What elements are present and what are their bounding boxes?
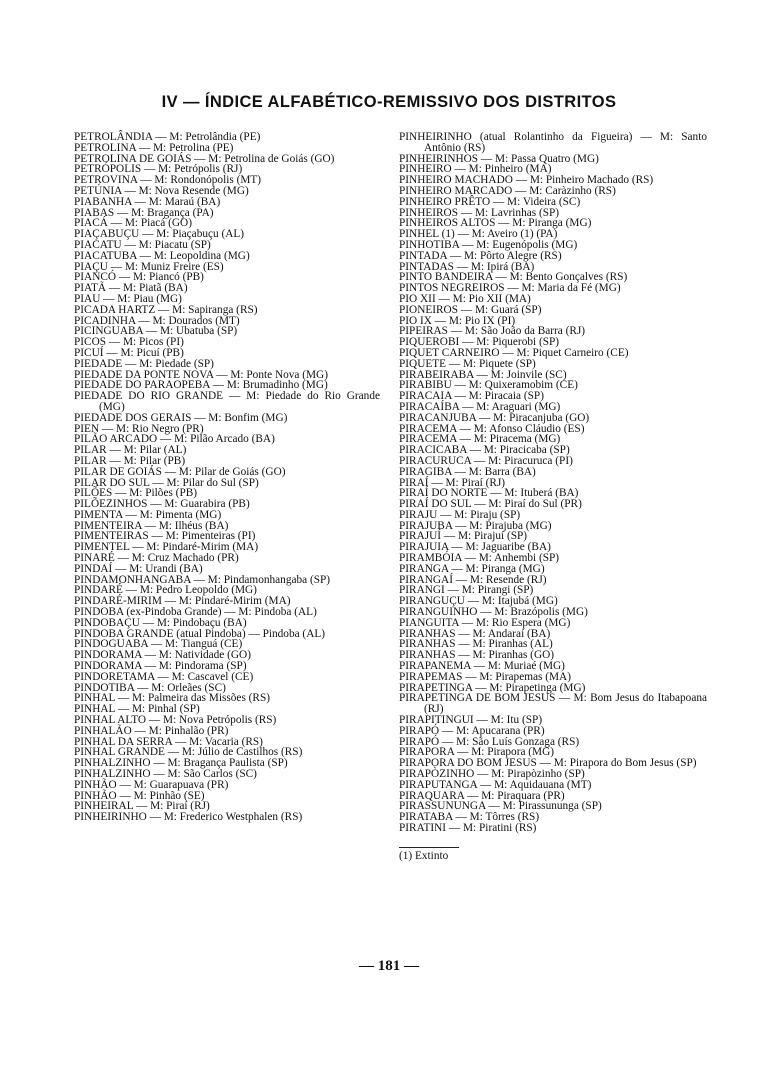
index-entry: PIRACEMA — M: Afonso Cláudio (ES) — [399, 422, 585, 435]
index-entry: PINHEIRINHO (atual Rolantinho da Figueira) — M: Santo Antônio (RS) — [399, 131, 707, 154]
index-entry: PIRACAIA — M: Piracaia (SP) — [399, 390, 544, 403]
index-entry: PINDARÉ — M: Pedro Leopoldo (MG) — [74, 584, 257, 597]
index-entry: PINARÉ — M: Cruz Machado (PR) — [74, 552, 239, 565]
index-entry: PIRASSUNUNGA — M: Pirassununga (SP) — [399, 800, 602, 813]
index-entry: PIRANHAS — M: Andaraí (BA) — [399, 627, 551, 640]
index-entry: PINHEIRAL — M: Piraí (RJ) — [74, 800, 210, 813]
index-entry: PIRAQUARA — M: Piraquara (PR) — [399, 789, 565, 802]
index-entry: PIMENTEIRA — M: Ilhéus (BA) — [74, 519, 229, 532]
index-entry: PINHEIRINHO — M: Frederico Westphalen (RS) — [74, 811, 303, 824]
index-entry: PIEDADE DOS GERAIS — M: Bonfim (MG) — [74, 411, 288, 424]
index-entry: PICUÍ — M: Picuí (PB) — [74, 346, 184, 359]
index-entry: PIRACEMA — M: Piracema (MG) — [399, 433, 561, 446]
index-entry: PIRAPEMAS — M: Pirapemas (MA) — [399, 670, 571, 683]
index-entry: PIRAJU — M: Piraju (SP) — [399, 508, 521, 521]
index-entry: PINTOS NEGREIROS — M: Maria da Fé (MG) — [399, 282, 621, 295]
index-entry: PETÚNIA — M: Nova Resende (MG) — [74, 184, 249, 197]
index-entry: PIACÁ — M: Piacá (GO) — [74, 217, 192, 230]
index-entry: PINHEIROS ALTOS — M: Piranga (MG) — [399, 217, 592, 230]
index-entry: PIRACICABA — M: Piracicaba (SP) — [399, 444, 570, 457]
index-entry: PIQUETE — M: Piquete (SP) — [399, 357, 536, 370]
index-entry: PINTADA — M: Pôrto Alegre (RS) — [399, 249, 562, 262]
index-entry: PILÕES — M: Pilões (PB) — [74, 487, 198, 500]
index-entry: PINDOBA (ex-Pindoba Grande) — M: Pindoba (AL) — [74, 606, 317, 619]
index-entry: PIMENTEIRAS — M: Pimenteiras (PI) — [74, 530, 256, 543]
index-entry: PETROVINA — M: Rondonópolis (MT) — [74, 174, 262, 187]
index-entry: PIRACANJUBA — M: Piracanjuba (GO) — [399, 411, 590, 424]
index-entry: PINDORAMA — M: Natividade (GO) — [74, 649, 251, 662]
index-entry: PIRANGI — M: Pirangi (SP) — [399, 584, 534, 597]
index-entry: PIRABIBU — M: Quixeramobim (CE) — [399, 379, 578, 392]
index-entry: PIRATINI — M: Piratini (RS) — [399, 822, 537, 834]
index-entry: PIEDADE DA PONTE NOVA — M: Ponte Nova (MG) — [74, 368, 328, 381]
index-entry: PIRAPORA DO BOM JESUS — M: Pirapora do Bom Jesus (SP) — [399, 757, 697, 770]
index-entry: PIRAPÓ — M: São Luís Gonzaga (RS) — [399, 735, 580, 748]
index-entry: PIRABEIRABA — M: Joinvile (SC) — [399, 368, 567, 381]
index-entry: PIRAPUTANGA — M: Aquidauana (MT) — [399, 778, 592, 791]
page-number: — 181 — — [359, 958, 419, 974]
index-entry: PINDAMONHANGABA — M: Pindamonhangaba (SP) — [74, 573, 331, 586]
index-entry: PIRAGIBA — M: Barra (BA) — [399, 465, 536, 478]
index-entry: PIEDADE DO PARAOPEBA — M: Brumadinho (MG) — [74, 379, 328, 392]
index-entry: PIPEIRAS — M: São João da Barra (RJ) — [399, 325, 586, 338]
index-entry: PIRAÍ DO NORTE — M: Ituberá (BA) — [399, 487, 579, 500]
index-entry: PIRACAÍBA — M: Araguari (MG) — [399, 400, 561, 413]
index-entry: PIRAPORA — M: Pirapora (MG) — [399, 746, 555, 759]
index-entry: PIRAPANEMA — M: Muriaé (MG) — [399, 660, 565, 673]
index-entry: PINHÃO — M: Guarapuava (PR) — [74, 778, 229, 791]
index-entry: PIRAPÒZINHO — M: Pirapòzinho (SP) — [399, 768, 585, 781]
index-entry: PINHÃO — M: Pinhão (SE) — [74, 789, 205, 802]
index-entry: PINDOTIBA — M: Orleães (SC) — [74, 681, 226, 694]
index-entry: PIEDADE — M: Piedade (SP) — [74, 357, 214, 370]
index-entry: PIABAS — M: Bragança (PA) — [74, 206, 214, 219]
index-entry: PILAR DO SUL — M: Pilar do Sul (SP) — [74, 476, 259, 489]
index-entry: PINHEIRINHOS — M: Passa Quatro (MG) — [399, 152, 599, 165]
right-column — [399, 132, 707, 862]
index-entry: PINHEIRO PRÊTO — M: Videira (SC) — [399, 195, 581, 208]
index-entry: PINDAÍ — M: Urandi (BA) — [74, 562, 203, 575]
index-entry: PILÃO ARCADO — M: Pilão Arcado (BA) — [74, 433, 275, 446]
index-entry: PIRAPETINGA — M: Pirapetinga (MG) — [399, 681, 586, 694]
index-entry: PIACATUBA — M: Leopoldina (MG) — [74, 249, 250, 262]
index-entry: PILAR — M: Pilar (PB) — [74, 454, 186, 467]
index-entry: PIRANGAÍ — M: Resende (RJ) — [399, 573, 547, 586]
index-entry: PIRAJUIA — M: Jaguaribe (BA) — [399, 541, 551, 554]
index-entry: PINTADAS — M: Ipirá (BA) — [399, 260, 535, 273]
index-entry: PIAU — M: Piau (MG) — [74, 292, 182, 305]
index-entry: PINDORETAMA — M: Cascavel (CE) — [74, 670, 254, 683]
index-entry: PIO IX — M: Pio IX (PI) — [399, 314, 516, 327]
index-entry: PINHEIRO MACHADO — M: Pinheiro Machado (RS) — [399, 174, 654, 187]
footnote-divider — [399, 847, 459, 848]
index-entry: PETROLÂNDIA — M: Petrolândia (PE) — [74, 131, 261, 143]
index-entry: PIRAJUÍ — M: Pirajuí (SP) — [399, 530, 528, 543]
index-entry: PIMENTA — M: Pimenta (MG) — [74, 508, 222, 521]
index-entry: PINHAL — M: Palmeira das Missões (RS) — [74, 692, 271, 705]
index-entry: PETROLINA DE GOIÁS — M: Petrolina de Goiás (GO) — [74, 152, 335, 165]
index-entry: PIATÃ — M: Piatã (BA) — [74, 282, 188, 295]
index-entry: PIRAJUBA — M: Pirajuba (MG) — [399, 519, 552, 532]
index-entry: PIRANHAS — M: Piranhas (AL) — [399, 638, 553, 651]
index-entry: PINDOBAÇU — M: Pindobaçu (BA) — [74, 616, 247, 629]
index-entry: PIRAÍ — M: Piraí (RJ) — [399, 476, 506, 489]
index-entry: PIRAPÓ — M: Apucarana (PR) — [399, 724, 545, 737]
index-entry: PIRAPETINGA DE BOM JESUS — M: Bom Jesus do Itabapoana (RJ) — [399, 692, 707, 716]
index-entry: PIEN — M: Rio Negro (PR) — [74, 422, 204, 435]
index-entry: PIABANHA — M: Maraú (BA) — [74, 195, 221, 208]
index-entry: PIQUET CARNEIRO — M: Piquet Carneiro (CE) — [399, 346, 629, 359]
index-entry: PICADINHA — M: Dourados (MT) — [74, 314, 240, 327]
index-entry: PIMENTEL — M: Pindaré-Mirim (MA) — [74, 541, 259, 554]
index-entry: PINDORAMA — M: Pindorama (SP) — [74, 660, 247, 673]
index-entry: PIEDADE DO RIO GRANDE — M: Piedade do Rio Grande (MG) — [74, 390, 380, 413]
footnote: (1) Extinto — [399, 849, 449, 862]
index-entry: PINHEL (1) — M: Aveiro (1) (PA) — [399, 228, 558, 241]
index-entry: PIANGUITA — M: Rio Espera (MG) — [399, 616, 571, 629]
index-entry: PINHAL ALTO — M: Nova Petrópolis (RS) — [74, 714, 277, 727]
index-entry: PINHALZINHO — M: Bragança Paulista (SP) — [74, 757, 288, 770]
index-entry: PINHAL — M: Pinhal (SP) — [74, 703, 200, 716]
index-entry: PETROLINA — M: Petrolina (PE) — [74, 141, 234, 154]
index-entry: PINHEIRO MARCADO — M: Caràzinho (RS) — [399, 184, 616, 197]
page-title: IV — ÍNDICE ALFABÉTICO-REMISSIVO DOS DISTRITOS — [161, 93, 617, 111]
index-entry: PIRANGUINHO — M: Brazópolis (MG) — [399, 606, 588, 619]
index-entry: PIAÇABUÇU — M: Piaçabuçu (AL) — [74, 228, 245, 241]
index-entry: PINDOBA GRANDE (atual Pindoba) — Pindoba (AL) — [74, 627, 326, 640]
index-entry: PINHALÃO — M: Pinhalão (PR) — [74, 724, 229, 737]
index-entry: PIO XII — M: Pio XII (MA) — [399, 292, 531, 305]
index-entry: PIRAPITINGUI — M: Itu (SP) — [399, 714, 543, 727]
index-entry: PIACATU — M: Piacatu (SP) — [74, 238, 211, 251]
index-entry: PINHEIROS — M: Lavrinhas (SP) — [399, 206, 560, 219]
index-entry: PILÕEZINHOS — M: Guarabira (PB) — [74, 498, 250, 511]
index-entry: PIRANGUÇU — M: Itajubá (MG) — [399, 595, 558, 608]
index-entry: PIAÇU — M: Muniz Freire (ES) — [74, 260, 224, 273]
right-entry-list — [399, 132, 707, 834]
left-column — [74, 132, 380, 823]
index-entry: PIONEIROS — M: Guará (SP) — [399, 303, 542, 316]
index-entry: PICOS — M: Picos (PI) — [74, 336, 184, 349]
index-entry: PIQUEROBI — M: Piquerobi (SP) — [399, 336, 560, 349]
index-entry: PINTO BANDEIRA — M: Bento Gonçalves (RS) — [399, 271, 628, 284]
index-entry: PIRANGA — M: Piranga (MG) — [399, 562, 545, 575]
index-entry: PIRATABA — M: Tôrres (RS) — [399, 811, 540, 824]
index-entry: PIRAÍ DO SUL — M: Piraí do Sul (PR) — [399, 498, 582, 511]
index-entry: PICADA HARTZ — M: Sapiranga (RS) — [74, 303, 258, 316]
index-entry: PINHEIRO — M: Pinheiro (MA) — [399, 163, 552, 176]
index-entry: PICINGUABA — M: Ubatuba (SP) — [74, 325, 238, 338]
index-entry: PILAR DE GOIÁS — M: Pilar de Goiás (GO) — [74, 465, 286, 478]
index-entry: PINHOTIBA — M: Eugenópolis (MG) — [399, 238, 578, 251]
index-entry: PINHALZINHO — M: São Carlos (SC) — [74, 768, 257, 781]
index-entry: PILAR — M: Pilar (AL) — [74, 444, 187, 457]
index-entry: PINDOGUABA — M: Tianguá (CE) — [74, 638, 243, 651]
index-entry: PETRÓPOLIS — M: Petrópolis (RJ) — [74, 163, 243, 176]
index-entry: PINDARÉ-MIRIM — M: Pindaré-Mirim (MA) — [74, 595, 291, 608]
index-entry: PIRANHAS — M: Piranhas (GO) — [399, 649, 555, 662]
index-entry: PINHAL GRANDE — M: Júlio de Castilhos (RS) — [74, 746, 303, 759]
index-entry: PIRACURUCA — M: Piracuruca (PI) — [399, 454, 573, 467]
index-entry: PINHAL DA SERRA — M: Vacaria (RS) — [74, 735, 263, 748]
index-entry: PIRAMBÓIA — M: Anhembi (SP) — [399, 552, 560, 565]
index-entry: PIANCÓ — M: Piancó (PB) — [74, 271, 204, 284]
